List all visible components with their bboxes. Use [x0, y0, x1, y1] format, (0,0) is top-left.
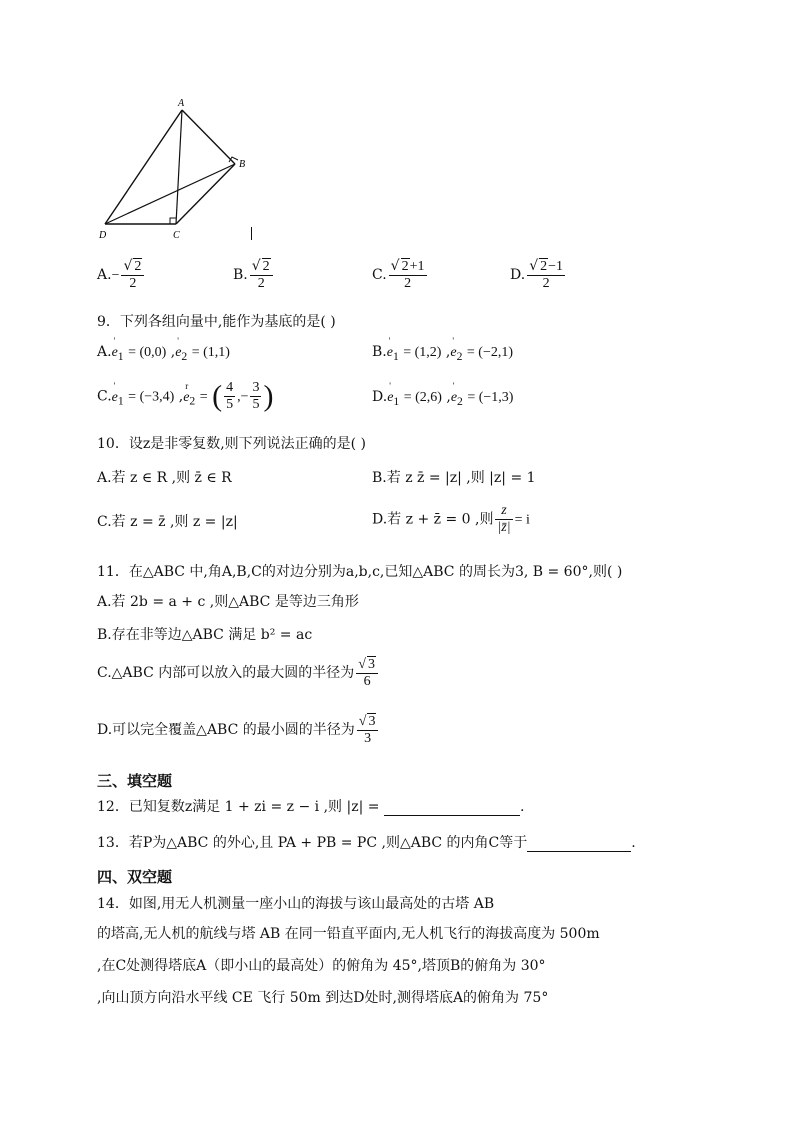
option-label: B.: [233, 267, 248, 283]
q10-option-c: C.若 z = z̄ ,则 z = |z|: [97, 514, 238, 530]
q9-option-d: D.e ' $_1$ = (2,6) ,e ' $_2$ = (−1,3): [372, 381, 514, 408]
edge-ad: [105, 110, 182, 224]
q9-option-c: C.e ' $_1$ = (−3,4) ,e r $_2$ = ( $\frac{4}{5}$ ,− $\frac{3}{5}$ ): [97, 379, 274, 413]
option-label: D.: [510, 267, 526, 283]
q9-option-b: B.e ' $_1$ = (1,2) ,e ' $_2$ = (−2,1): [372, 336, 514, 363]
q14-line-1: 14．如图,用无人机测量一座小山的海拔与该山最高处的古塔 AB: [97, 896, 495, 912]
q11-option-a: A.若 2b = a + c ,则△ABC 是等边三角形: [97, 594, 359, 610]
right-angle-c: [170, 218, 176, 224]
q14-line-2: 的塔高,无人机的航线与塔 AB 在同一铅直平面内,无人机飞行的海拔高度为 500m: [97, 926, 600, 942]
q11-option-b: B.存在非等边△ABC 满足 b² = ac: [97, 627, 313, 643]
q13-answer-blank: [527, 837, 631, 852]
q10-option-d: D.若 z + z̄ = 0 ,则 $\frac{z}{|z̄|}$ = i: [372, 503, 530, 535]
section-4-title: 四、双空题: [97, 868, 173, 886]
option-label: C.: [372, 267, 387, 283]
q8-option-d: D. $\frac{√ 2-1}{2}$: [510, 258, 564, 291]
edge-ab: [182, 110, 235, 164]
section-3-title: 三、填空题: [97, 772, 173, 790]
q8-option-a: A.− $\frac{√ 2}{2}$: [97, 258, 146, 292]
q11-stem: 11．在△ABC 中,角A,B,C的对边分别为a,b,c,已知△ABC 的周长为3, B = 60°,则( ): [97, 564, 623, 580]
q14-line-4: ,向山顶方向沿水平线 CE 飞行 50m 到达D处时,测得塔底A的俯角为 75°: [97, 990, 549, 1006]
q10-option-b: B.若 z z̄ = |z| ,则 |z| = 1: [372, 470, 536, 486]
q12: 12．已知复数z满足 1 + zi = z − i ,则 |z| = .: [97, 799, 525, 815]
geometry-figure: [90, 92, 270, 252]
q13: 13．若P为△ABC 的外心,且 PA + PB = PC ,则△ABC 的内角C等于 .: [97, 835, 636, 851]
edge-bc: [176, 164, 235, 224]
q10-option-a: A.若 z ∈ R ,则 z̄ ∈ R: [97, 470, 232, 486]
q8-option-c: C. $\frac{√ 2+1}{2}$: [372, 258, 425, 291]
q9-stem: 9．下列各组向量中,能作为基底的是( ): [97, 314, 336, 330]
text-cursor: [251, 227, 252, 240]
label-a: A: [178, 98, 185, 109]
label-b: B: [239, 159, 246, 170]
q10-stem: 10．设z是非零复数,则下列说法正确的是( ): [97, 436, 367, 452]
q11-option-c: C.△ABC 内部可以放入的最大圆的半径为 $\frac{√ 3}{6}$: [97, 656, 380, 690]
label-d: D: [99, 230, 107, 241]
q12-answer-blank: [384, 801, 520, 816]
option-label: A.: [97, 267, 112, 283]
right-angle-b: [229, 157, 238, 162]
label-c: C: [173, 230, 180, 241]
q9-option-a: A.e ' $_1$ = (0,0) ,e ' $_2$ = (1,1): [97, 336, 230, 363]
q11-option-d: D.可以完全覆盖△ABC 的最小圆的半径为 $\frac{√ 3}{3}$: [97, 713, 380, 747]
q14-line-3: ,在C处测得塔底A（即小山的最高处）的俯角为 45°,塔顶B的俯角为 30°: [97, 958, 546, 974]
q8-option-b: B. $\frac{√ 2}{2}$: [233, 258, 275, 292]
edge-ac: [176, 110, 182, 224]
figure-svg: [90, 92, 270, 252]
